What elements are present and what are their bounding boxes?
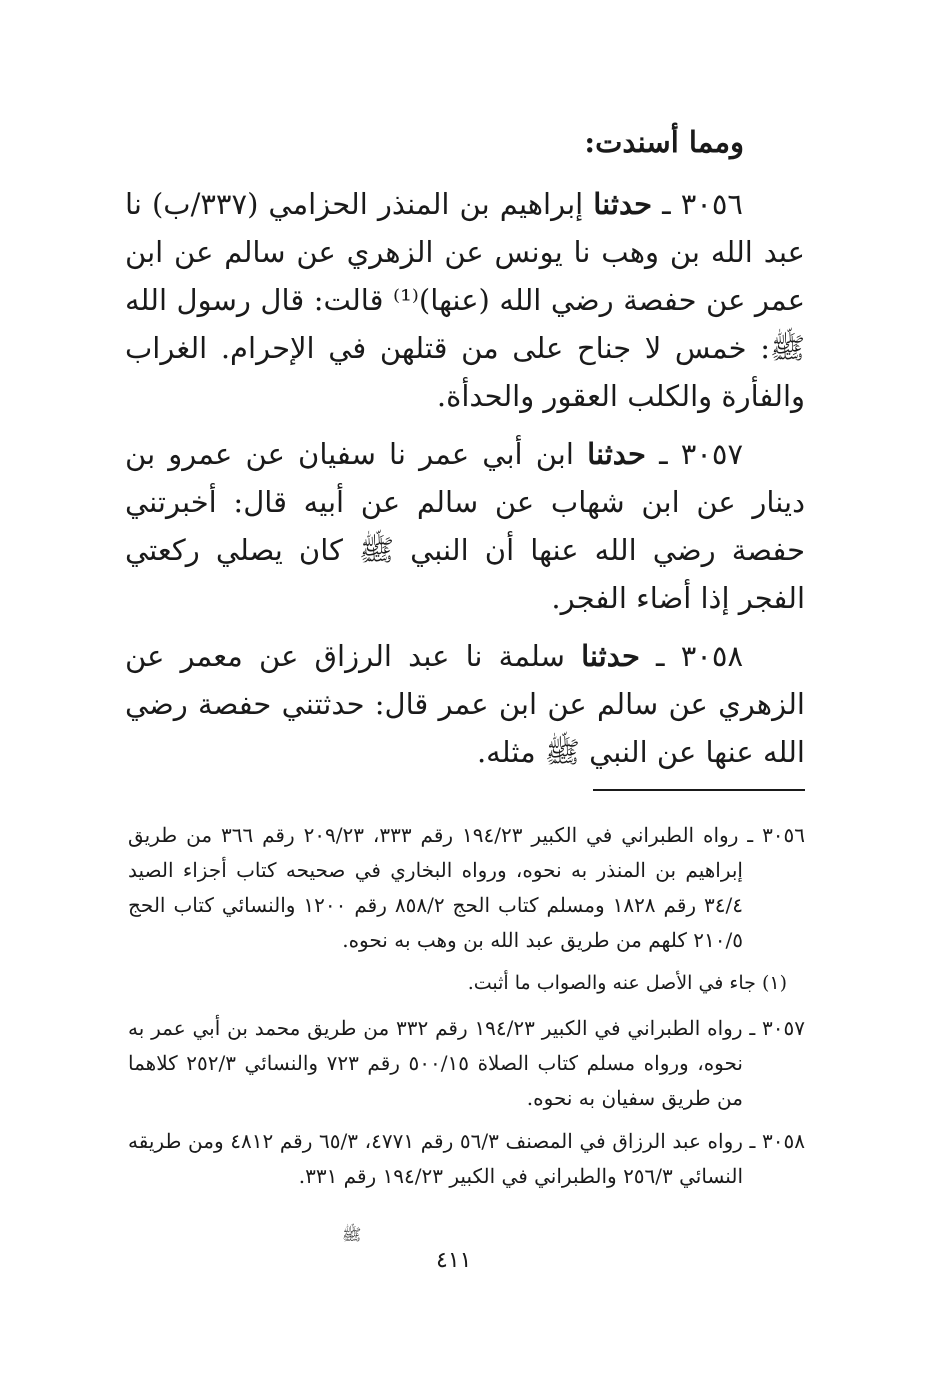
hadith-text: إبراهيم بن المنذر الحزامي (٣٣٧/ب) نا عبد الله بن وهب نا يونس عن الزهري عن سالم عن ابن عمر عن حفصة رضي الله (عنها)⁽¹⁾ قالت: قال رسول الله ﷺ: خمس لا جناح على من قتلهن في الإحرام. الغراب والفأرة والكلب العقور والحدأة. — [125, 187, 805, 413]
footnote-1: (١) جاء في الأصل عنه والصواب ما أثبت. — [467, 972, 787, 994]
hadith-list — [125, 180, 805, 786]
hadith-3056 — [125, 180, 805, 420]
note-3057: ٣٠٥٧ ـ رواه الطبراني في الكبير ١٩٤/٢٣ رقم ٣٣٢ من طريق محمد بن أبي عمر به نحوه، ورواه مسلم كتاب الصلاة ٥٠٠/١٥ رقم ٧٢٣ والنسائي ٢٥٢/٣ كلاهما من طريق سفيان به نحوه. — [128, 1016, 805, 1110]
note-3058: ٣٠٥٨ ـ رواه عبد الرزاق في المصنف ٥٦/٣ رقم ٤٧٧١، ٦٥/٣ رقم ٤٨١٢ ومن طريقه النسائي ٢٥٦/٣ والطبراني في الكبير ١٩٤/٢٣ رقم ٣٣١. — [128, 1129, 806, 1188]
ornament-icon: ﷺ — [342, 1225, 362, 1244]
section-heading: ومما أسندت: — [584, 125, 744, 159]
hadith-keyword: حدثنا — [581, 639, 640, 673]
hadith-number: ٣٠٥٦ ـ — [662, 187, 744, 221]
hadith-3058 — [125, 632, 805, 776]
note-3056: ٣٠٥٦ ـ رواه الطبراني في الكبير ١٩٤/٢٣ رقم ٣٣٣، ٢٠٩/٢٣ رقم ٣٦٦ من طريق إبراهيم بن المنذر به نحوه، ورواه البخاري في صحيحه كتاب أجزاء الصيد ٣٤/٤ رقم ١٨٢٨ ومسلم كتاب الحج ٨٥٨/٢ رقم ١٢٠٠ والنسائي كتاب الحج ٢١٠/٥ كلهم من طريق عبد الله بن وهب به نحوه. — [128, 823, 806, 952]
page-number: ٤١١ — [436, 1248, 472, 1273]
hadith-number: ٣٠٥٨ ـ — [656, 639, 744, 673]
hadith-number: ٣٠٥٧ ـ — [659, 437, 744, 471]
hadith-text: سلمة نا عبد الرزاق عن معمر عن الزهري عن سالم عن ابن عمر قال: حدثتني حفصة رضي الله عنها عن النبي ﷺ مثله. — [125, 639, 805, 769]
notes-section — [128, 818, 805, 1202]
hadith-keyword: حدثنا — [593, 187, 653, 221]
hadith-3057 — [125, 430, 805, 622]
footnote-divider — [593, 789, 805, 791]
hadith-keyword: حدثنا — [587, 437, 646, 471]
hadith-text: ابن أبي عمر نا سفيان عن عمرو بن دينار عن ابن شهاب عن سالم عن أبيه قال: أخبرتني حفصة رضي الله عنها أن النبي ﷺ كان يصلي ركعتي الفجر إذا أضاء الفجر. — [125, 437, 805, 615]
